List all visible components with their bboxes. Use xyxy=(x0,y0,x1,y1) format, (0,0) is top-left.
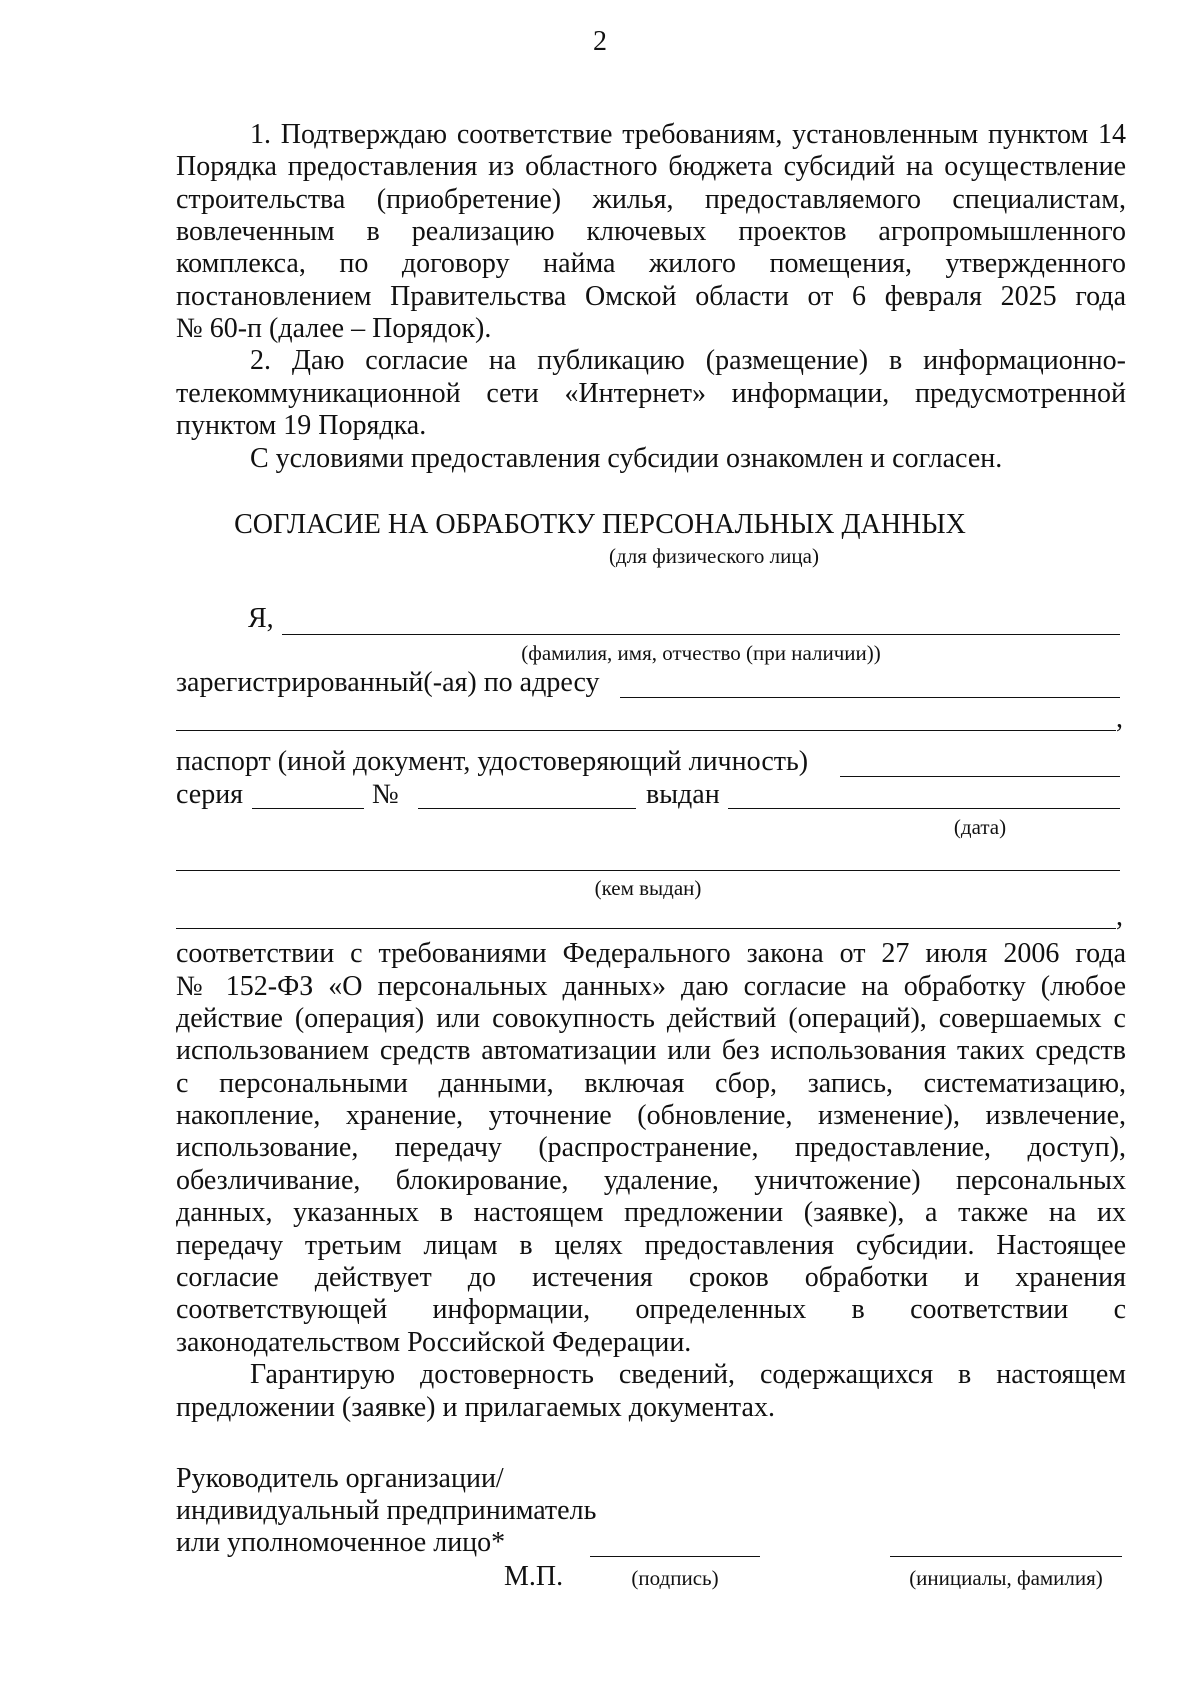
ya-label: Я, xyxy=(248,603,274,634)
paragraph-2-line-3: пунктом 19 Порядка. xyxy=(176,410,427,441)
paragraph-1-line-2: Порядка предоставления из областного бюджета субсидий на осуществление xyxy=(176,151,1126,182)
stamp-label: М.П. xyxy=(504,1561,564,1592)
series-field-line[interactable] xyxy=(252,808,364,809)
passport-label: паспорт (иной документ, удостоверяющий личность) xyxy=(176,746,809,777)
paragraph-5-line-2: предложении (заявке) и прилагаемых документах. xyxy=(176,1392,775,1423)
address-comma: , xyxy=(1116,703,1123,734)
paragraph-4-line-11: согласие действует до истечения сроков обработки и хранения xyxy=(176,1262,1126,1293)
paragraph-4-line-8: обезличивание, блокирование, удаление, уничтожение) персональных xyxy=(176,1165,1126,1196)
number-field-line[interactable] xyxy=(418,808,636,809)
signatory-role-line-3: или уполномоченное лицо* xyxy=(176,1527,506,1558)
fio-caption: (фамилия, имя, отчество (при наличии)) xyxy=(521,641,881,665)
series-label: серия xyxy=(176,779,244,810)
paragraph-4-line-3: действие (операция) или совокупность действий (операций), совершаемых с xyxy=(176,1003,1126,1034)
paragraph-4-line-12: соответствующей информации, определенных в соответствии с xyxy=(176,1294,1126,1325)
paragraph-1-line-5: комплекса, по договору найма жилого помещения, утвержденного xyxy=(176,248,1126,279)
issuer-caption: (кем выдан) xyxy=(594,876,702,900)
passport-field-line[interactable] xyxy=(840,776,1120,777)
issuer-comma: , xyxy=(1116,901,1123,932)
paragraph-1-line-4: вовлеченным в реализацию ключевых проектов агропромышленного xyxy=(176,216,1126,247)
address-label: зарегистрированный(-ая) по адресу xyxy=(176,667,600,698)
address-field-line-1[interactable] xyxy=(620,697,1120,698)
consent-title: СОГЛАСИЕ НА ОБРАБОТКУ ПЕРСОНАЛЬНЫХ ДАННЫХ xyxy=(234,509,966,540)
consent-subtitle: (для физического лица) xyxy=(609,544,819,568)
paragraph-2-line-2: телекоммуникационной сети «Интернет» информации, предусмотренной xyxy=(176,378,1126,409)
date-caption: (дата) xyxy=(953,815,1007,839)
fio-field-line[interactable] xyxy=(282,634,1120,635)
address-field-line-2[interactable] xyxy=(176,730,1116,731)
issued-field-line[interactable] xyxy=(728,808,1120,809)
paragraph-4-line-9: данных, указанных в настоящем предложении (заявке), а также на их xyxy=(176,1197,1126,1228)
paragraph-2-line-1: 2. Даю согласие на публикацию (размещение) в информационно- xyxy=(250,345,1126,376)
paragraph-1-line-6: постановлением Правительства Омской области от 6 февраля 2025 года xyxy=(176,281,1126,312)
name-field-line[interactable] xyxy=(890,1556,1122,1557)
paragraph-4-line-13: законодательством Российской Федерации. xyxy=(176,1327,692,1358)
signatory-role-line-1: Руководитель организации/ xyxy=(176,1463,504,1494)
paragraph-1-line-1: 1. Подтверждаю соответствие требованиям, установленным пунктом 14 xyxy=(250,119,1126,150)
paragraph-4-line-10: передачу третьим лицам в целях предоставления субсидии. Настоящее xyxy=(176,1230,1126,1261)
paragraph-4-line-2: № 152-ФЗ «О персональных данных» даю согласие на обработку (любое xyxy=(176,971,1126,1002)
number-label: № xyxy=(372,779,399,810)
paragraph-4-line-5: с персональными данными, включая сбор, запись, систематизацию, xyxy=(176,1068,1126,1099)
name-caption: (инициалы, фамилия) xyxy=(909,1566,1103,1590)
issued-label: выдан xyxy=(646,779,720,810)
signature-field-line[interactable] xyxy=(590,1556,760,1557)
paragraph-4-line-4: использованием средств автоматизации или без использования таких средств xyxy=(176,1035,1126,1066)
paragraph-5-line-1: Гарантирую достоверность сведений, содержащихся в настоящем xyxy=(250,1359,1126,1390)
paragraph-1-line-3: строительства (приобретение) жилья, предоставляемого специалистам, xyxy=(176,184,1126,215)
signature-caption: (подпись) xyxy=(631,1566,719,1590)
issuer-field-line-2[interactable] xyxy=(176,928,1116,929)
paragraph-4-line-6: накопление, хранение, уточнение (обновление, изменение), извлечение, xyxy=(176,1100,1126,1131)
paragraph-4-line-7: использование, передачу (распространение, предоставление, доступ), xyxy=(176,1132,1126,1163)
page-number: 2 xyxy=(593,26,607,57)
signatory-role-line-2: индивидуальный предприниматель xyxy=(176,1495,597,1526)
paragraph-1-line-7: № 60-п (далее – Порядок). xyxy=(176,313,492,344)
paragraph-4-line-1: соответствии с требованиями Федерального закона от 27 июля 2006 года xyxy=(176,938,1126,969)
paragraph-3: С условиями предоставления субсидии ознакомлен и согласен. xyxy=(250,443,1003,474)
issuer-field-line-1[interactable] xyxy=(176,870,1120,871)
